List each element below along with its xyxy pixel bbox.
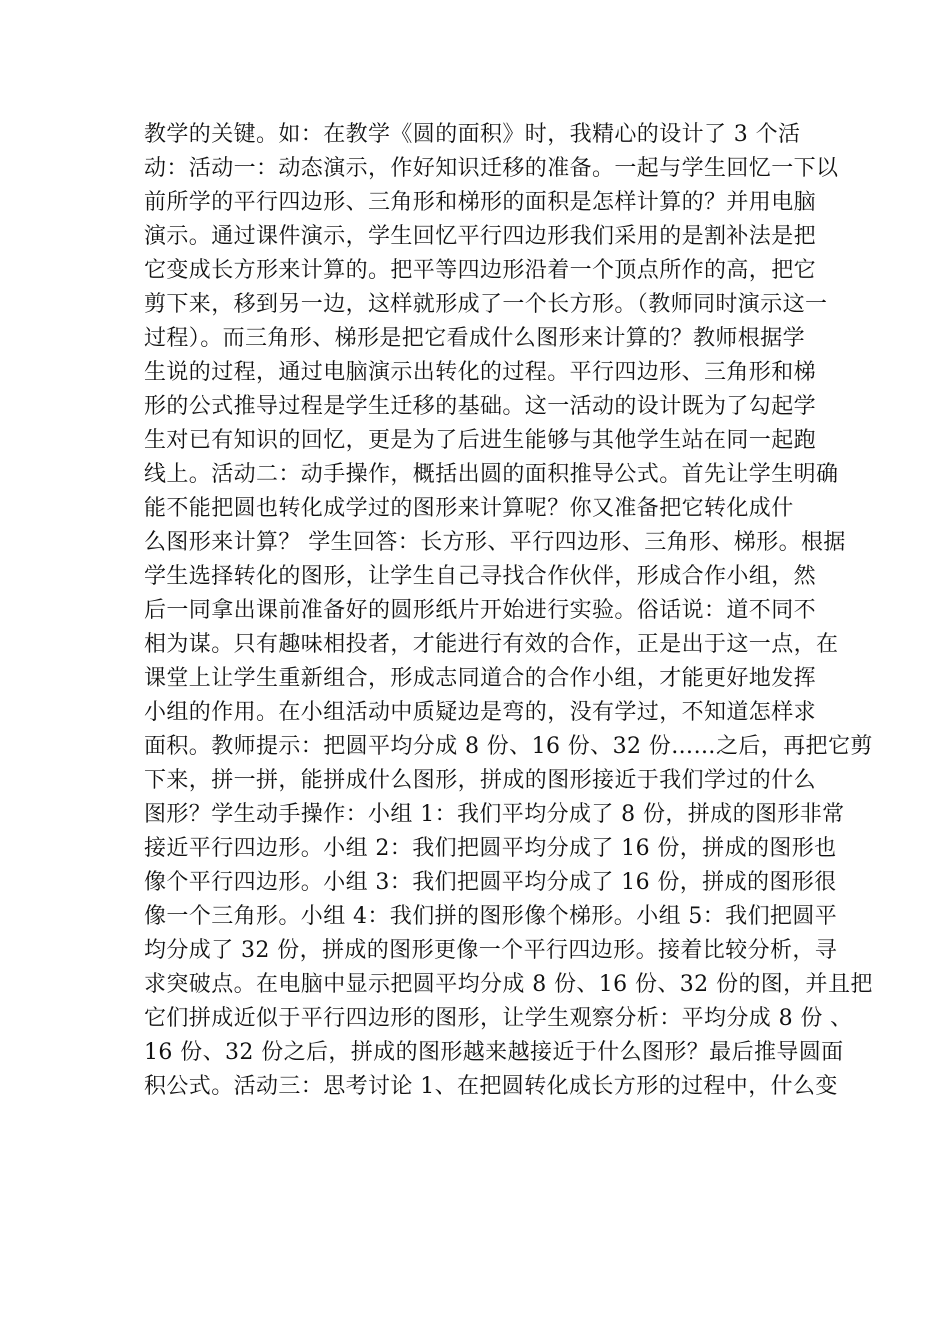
text-line: 相为谋。只有趣味相投者，才能进行有效的合作，正是出于这一点，在 (144, 632, 839, 657)
text-line: 16 份、32 份之后，拼成的图形越来越接近于什么图形？最后推导圆面 (144, 1040, 844, 1065)
text-line: 演示。通过课件演示，学生回忆平行四边形我们采用的是割补法是把 (144, 224, 817, 249)
body-paragraph (144, 118, 873, 1104)
text-line: 线上。活动二：动手操作，概括出圆的面积推导公式。首先让学生明确 (144, 462, 839, 487)
text-line: 前所学的平行四边形、三角形和梯形的面积是怎样计算的？并用电脑 (144, 190, 817, 215)
text-line: 能不能把圆也转化成学过的图形来计算呢？你又准备把它转化成什 (144, 496, 794, 521)
text-line: 它变成长方形来计算的。把平等四边形沿着一个顶点所作的高，把它 (144, 258, 817, 283)
text-line: 学生选择转化的图形，让学生自己寻找合作伙伴，形成合作小组，然 (144, 564, 817, 589)
text-line: 么图形来计算？ 学生回答：长方形、平行四边形、三角形、梯形。根据 (144, 530, 846, 555)
text-line: 求突破点。在电脑中显示把圆平均分成 8 份、16 份、32 份的图，并且把 (144, 972, 873, 997)
text-line: 生对已有知识的回忆，更是为了后进生能够与其他学生站在同一起跑 (144, 428, 817, 453)
text-line: 形的公式推导过程是学生迁移的基础。这一活动的设计既为了勾起学 (144, 394, 817, 419)
text-line: 动：活动一：动态演示，作好知识迁移的准备。一起与学生回忆一下以 (144, 156, 839, 181)
text-line: 小组的作用。在小组活动中质疑边是弯的，没有学过，不知道怎样求 (144, 700, 817, 725)
text-line: 过程）。而三角形、梯形是把它看成什么图形来计算的？教师根据学 (144, 326, 806, 351)
text-line: 剪下来，移到另一边，这样就形成了一个长方形。（教师同时演示这一 (144, 292, 828, 317)
text-line: 均分成了 32 份，拼成的图形更像一个平行四边形。接着比较分析，寻 (144, 938, 838, 963)
text-line: 课堂上让学生重新组合，形成志同道合的合作小组，才能更好地发挥 (144, 666, 817, 691)
text-line: 接近平行四边形。小组 2：我们把圆平均分成了 16 份，拼成的图形也 (144, 836, 837, 861)
text-line: 图形？学生动手操作：小组 1：我们平均分成了 8 份，拼成的图形非常 (144, 802, 845, 827)
text-line: 后一同拿出课前准备好的圆形纸片开始进行实验。俗话说：道不同不 (144, 598, 817, 623)
text-line: 它们拼成近似于平行四边形的图形，让学生观察分析：平均分成 8 份 、 (144, 1006, 853, 1031)
text-line: 积公式。活动三：思考讨论 1、在把圆转化成长方形的过程中，什么变 (144, 1074, 838, 1099)
text-line: 下来，拼一拼，能拼成什么图形，拼成的图形接近于我们学过的什么 (144, 768, 817, 793)
text-line: 面积。教师提示：把圆平均分成 8 份、16 份、32 份……之后，再把它剪 (144, 734, 873, 759)
text-line: 像一个三角形。小组 4：我们拼的图形像个梯形。小组 5：我们把圆平 (144, 904, 838, 929)
text-line: 像个平行四边形。小组 3：我们把圆平均分成了 16 份，拼成的图形很 (144, 870, 837, 895)
text-line: 教学的关键。如：在教学《圆的面积》时，我精心的设计了 3 个活 (144, 122, 801, 147)
text-line: 生说的过程，通过电脑演示出转化的过程。平行四边形、三角形和梯 (144, 360, 817, 385)
